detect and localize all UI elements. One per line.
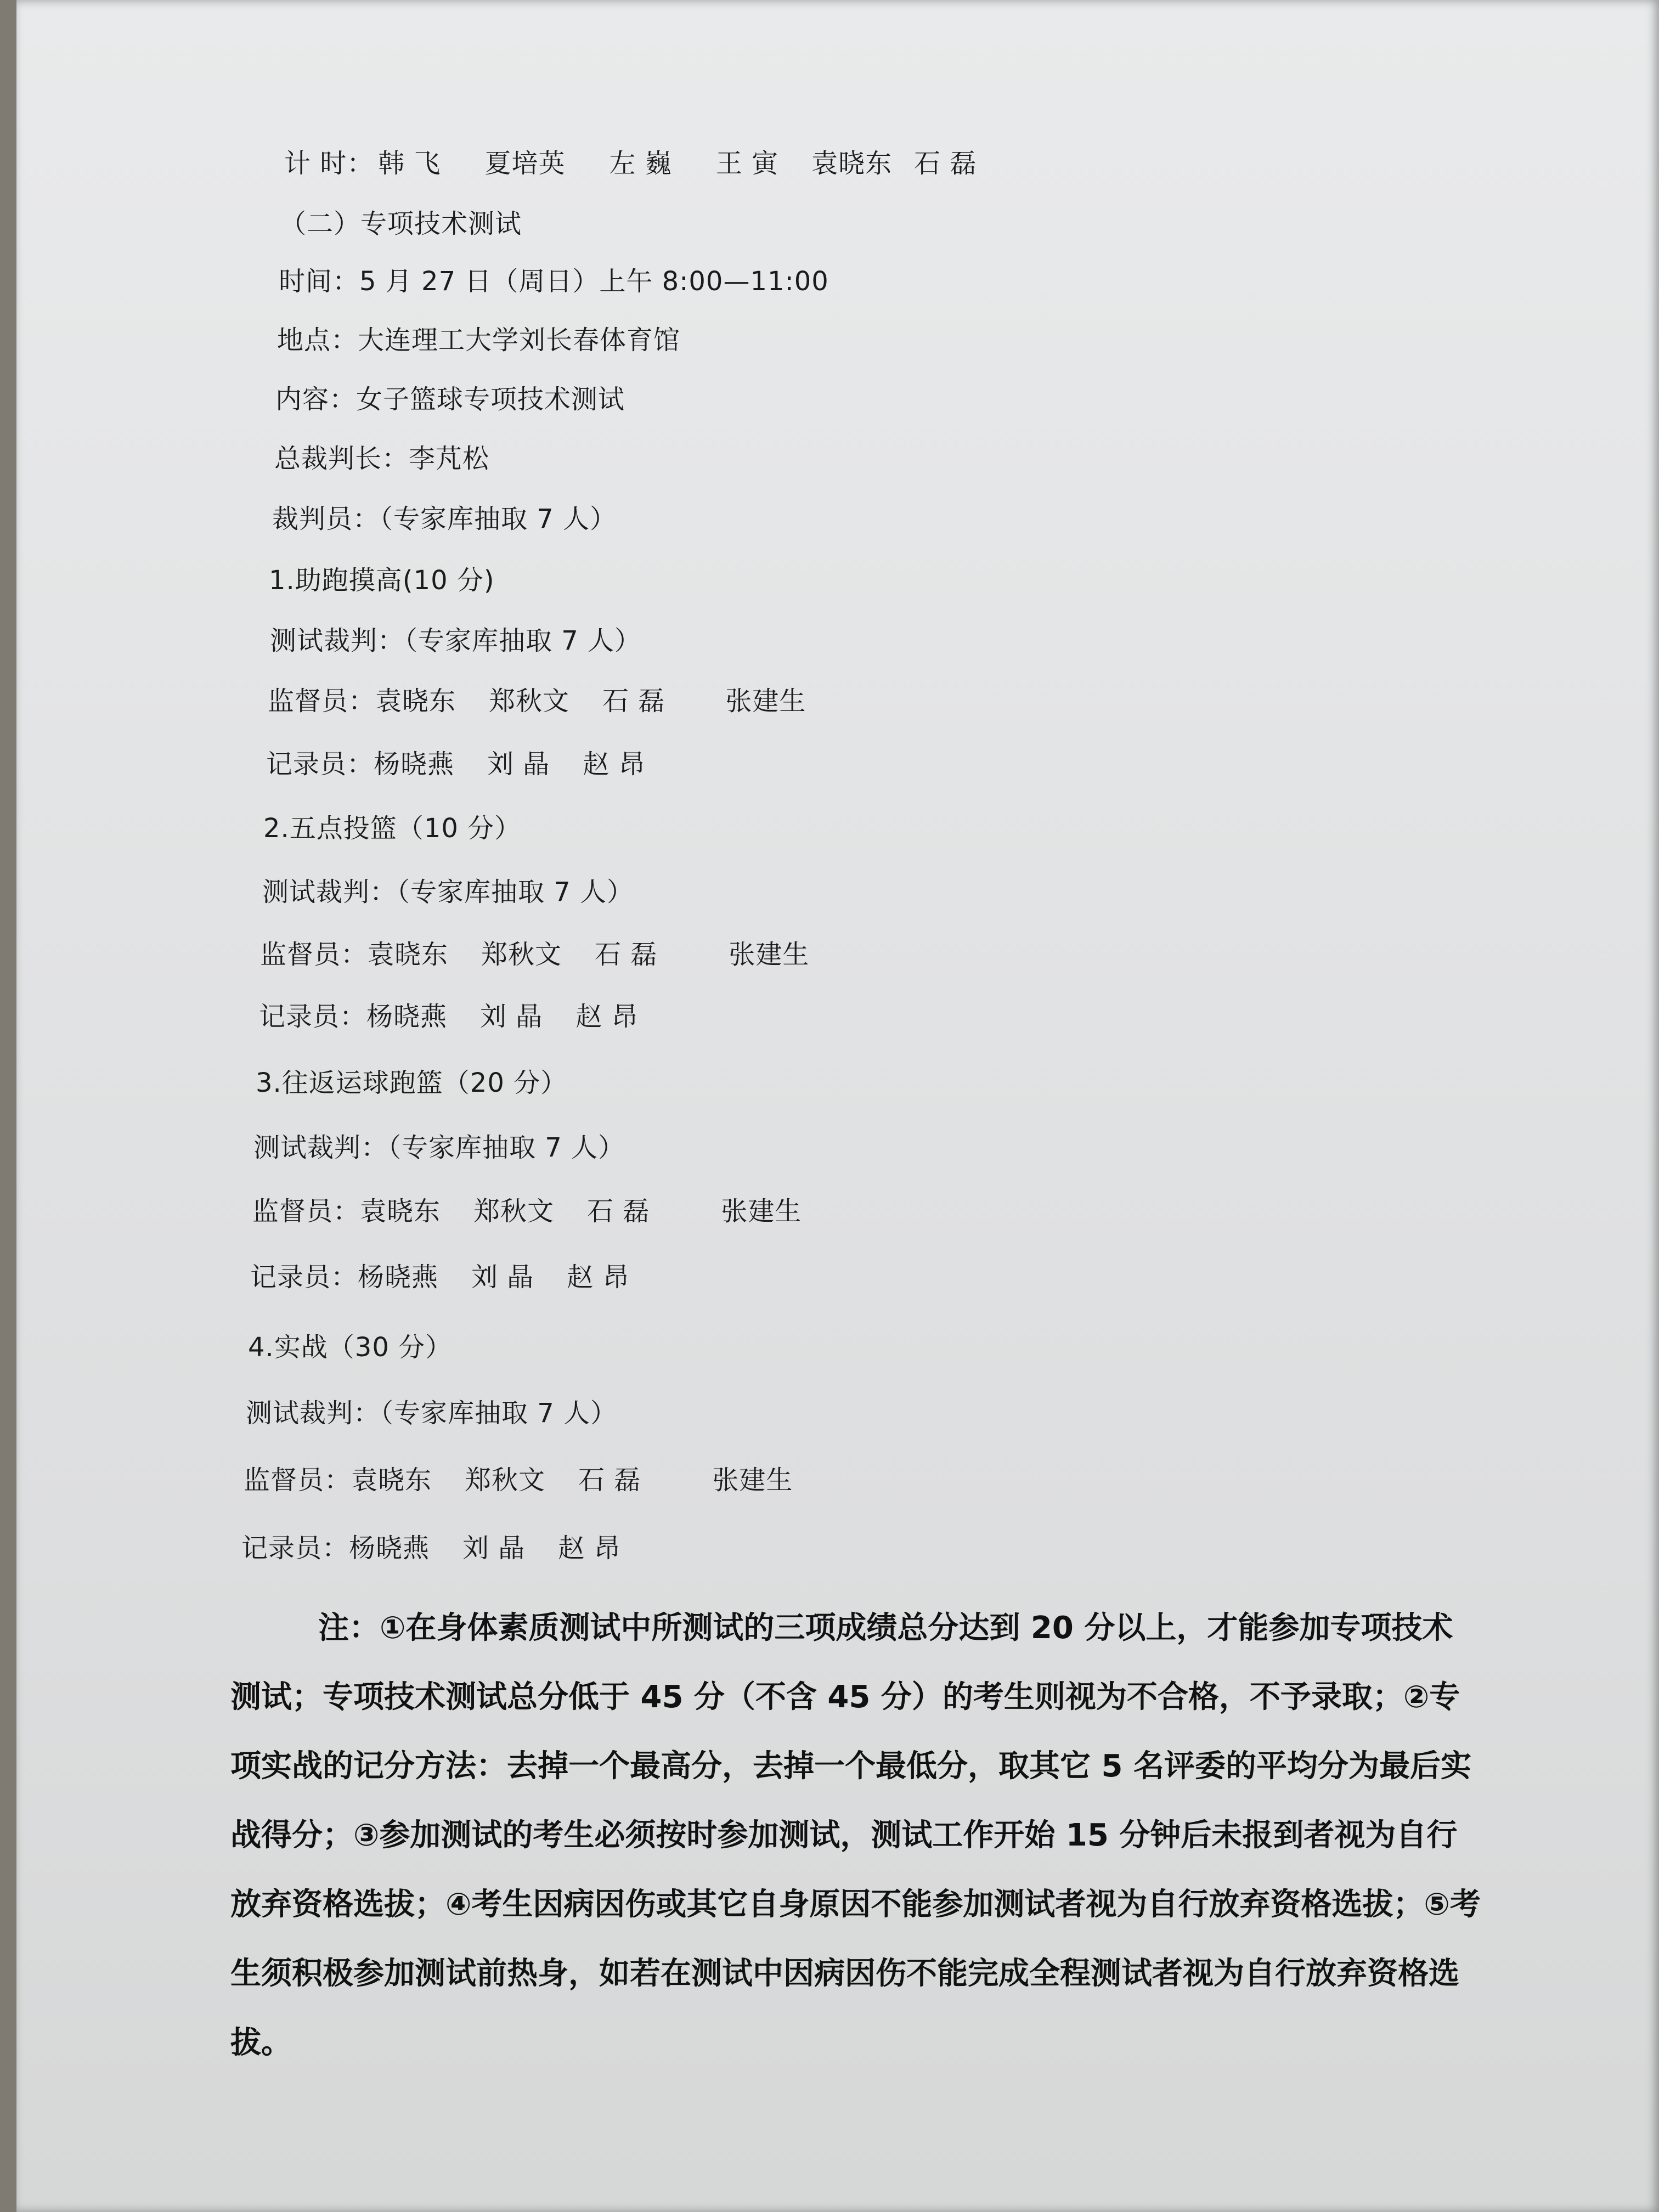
item-title: 4.实战（30 分） (248, 1332, 453, 1363)
person-name: 郑秋文 (481, 939, 562, 970)
person-name: 赵 昂 (567, 1262, 630, 1293)
person-name: 杨晓燕 (374, 749, 455, 780)
person-name: 张建生 (725, 686, 806, 716)
item-recorders (241, 1533, 621, 1564)
person-name: 张建生 (721, 1196, 802, 1227)
item-title: 1.助跑摸高(10 分) (269, 565, 495, 596)
person-name: 张建生 (712, 1465, 793, 1496)
person-name: 郑秋文 (489, 686, 570, 716)
supervisors-label: 监督员： (260, 939, 368, 970)
timing-name: 石 磊 (914, 148, 977, 179)
section-heading: （二）专项技术测试 (280, 208, 522, 239)
recorders-label: 记录员： (241, 1533, 349, 1564)
item-recorders (250, 1262, 630, 1293)
item-judges: 测试裁判：（专家库抽取 7 人） (262, 877, 634, 907)
timing-name: 王 寅 (715, 148, 779, 179)
supervisors-label: 监督员： (252, 1196, 360, 1227)
recorders-label: 记录员： (259, 1001, 367, 1032)
referees: 裁判员：（专家库抽取 7 人） (272, 504, 617, 534)
item-judges: 测试裁判：（专家库抽取 7 人） (270, 625, 642, 656)
person-name: 刘 晶 (480, 1001, 543, 1032)
person-name: 刘 晶 (487, 749, 550, 780)
timing-name: 韩 飞 (378, 148, 441, 179)
note-text: 注：①在身体素质测试中所测试的三项成绩总分达到 20 分以上，才能参加专项技术测试；专项技术测试总分低于 45 分（不含 45 分）的考生则视为不合格，不予录取；②专项实战的记分方法：去掉一个最高分，去掉一个最低分，取其它 5 名评委的平均分为最后实战得分；③参加测试的考生必须按时参加测试，测试工作开始 15 分钟后未报到者视为自行放弃资格选拔；④考生因病因伤或其它自身原因不能参加测试者视为自行放弃资格选拔；⑤考生须积极参加测试前热身，如若在测试中因病因伤不能完成全程测试者视为自行放弃资格选拔。 (230, 1610, 1481, 2061)
supervisors-label: 监督员： (244, 1465, 352, 1496)
recorders-label: 记录员： (266, 749, 374, 780)
note-paragraph (230, 1594, 1481, 2078)
item-supervisors (252, 1196, 802, 1227)
person-name: 袁晓东 (368, 939, 449, 970)
person-name: 郑秋文 (473, 1196, 555, 1227)
test-time: 时间：5 月 27 日（周日）上午 8:00—11:00 (279, 266, 829, 297)
timing-name: 袁晓东 (811, 148, 893, 179)
person-name: 刘 晶 (471, 1262, 534, 1293)
timing-name: 夏培英 (484, 148, 566, 179)
person-name: 张建生 (729, 939, 810, 970)
person-name: 赵 昂 (558, 1533, 621, 1564)
person-name: 袁晓东 (375, 686, 456, 716)
person-name: 杨晓燕 (366, 1001, 448, 1032)
person-name: 杨晓燕 (358, 1262, 439, 1293)
item-judges: 测试裁判：（专家库抽取 7 人） (253, 1132, 625, 1163)
paper-sheet (16, 0, 1659, 2212)
person-name: 杨晓燕 (349, 1533, 430, 1564)
test-place: 地点：大连理工大学刘长春体育馆 (277, 325, 681, 356)
person-name: 石 磊 (602, 686, 665, 716)
person-name: 刘 晶 (462, 1533, 526, 1564)
timing-name: 左 巍 (609, 148, 672, 179)
person-name: 赵 昂 (583, 749, 646, 780)
item-supervisors (260, 939, 809, 970)
chief-referee: 总裁判长：李芃松 (274, 443, 490, 474)
person-name: 袁晓东 (360, 1196, 441, 1227)
item-title: 2.五点投篮（10 分） (263, 813, 522, 844)
item-recorders (266, 749, 646, 780)
item-title: 3.往返运球跑篮（20 分） (256, 1068, 568, 1098)
item-supervisors (244, 1465, 793, 1496)
person-name: 石 磊 (578, 1465, 641, 1496)
item-supervisors (268, 686, 806, 716)
supervisors-label: 监督员： (268, 686, 376, 716)
recorders-label: 记录员： (250, 1262, 358, 1293)
test-content: 内容：女子篮球专项技术测试 (275, 384, 625, 415)
person-name: 石 磊 (595, 939, 658, 970)
timing-label: 计 时： (284, 148, 374, 179)
timing-row (284, 148, 977, 179)
person-name: 郑秋文 (465, 1465, 546, 1496)
person-name: 赵 昂 (575, 1001, 639, 1032)
item-recorders (259, 1001, 639, 1032)
item-judges: 测试裁判：（专家库抽取 7 人） (246, 1398, 618, 1429)
person-name: 袁晓东 (351, 1465, 432, 1496)
person-name: 石 磊 (587, 1196, 650, 1227)
